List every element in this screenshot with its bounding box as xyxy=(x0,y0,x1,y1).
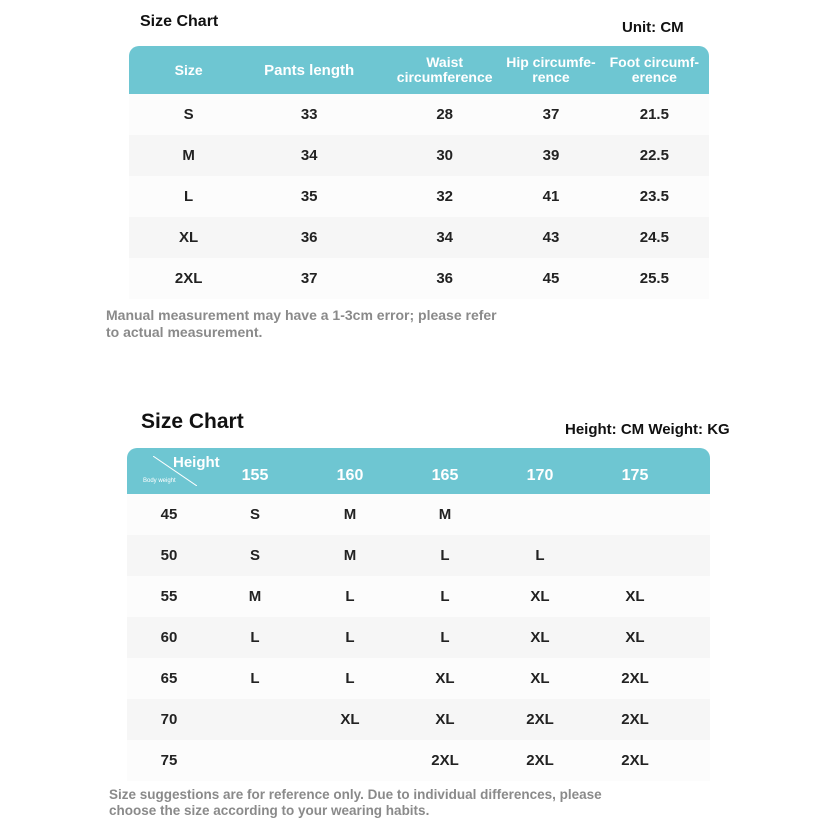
height-header-cell: 155 xyxy=(241,467,269,484)
table-header-2 xyxy=(127,448,710,494)
size-cell xyxy=(510,494,570,535)
size-cell: L xyxy=(250,629,260,646)
header-line: erence xyxy=(631,69,677,85)
header-foot xyxy=(600,55,709,85)
note-line: to actual measurement. xyxy=(106,324,263,340)
header-line: Pants length xyxy=(264,61,355,79)
table-row xyxy=(129,176,709,217)
size-cell: 2XL xyxy=(526,711,554,728)
table-row xyxy=(127,740,710,781)
table-row xyxy=(127,617,710,658)
value-cell: 30 xyxy=(436,147,453,164)
size-cell: M xyxy=(182,147,195,164)
value-cell: 33 xyxy=(300,106,318,123)
size-cell: XL xyxy=(435,711,455,728)
size-cell: L xyxy=(184,188,194,205)
unit-label-2: Height: CM Weight: KG xyxy=(565,421,730,438)
value-cell: 24.5 xyxy=(639,229,669,246)
size-cell: XL xyxy=(625,588,645,605)
size-chart-table-1 xyxy=(129,46,709,299)
height-header-cell: 170 xyxy=(526,467,554,484)
weight-cell: 65 xyxy=(160,670,178,687)
size-cell: S xyxy=(183,106,194,123)
table-header-1 xyxy=(129,46,709,94)
size-cell: 2XL xyxy=(174,270,203,287)
note-line: Size suggestions are for reference only. Due to individual differences, please xyxy=(109,787,602,802)
header-line: Hip circumfe- xyxy=(506,54,596,70)
size-cell: 2XL xyxy=(621,670,649,687)
corner-weight-label: Body weight xyxy=(143,478,176,484)
value-cell: 25.5 xyxy=(639,270,669,287)
size-cell: XL xyxy=(179,229,199,246)
header-line: Size xyxy=(174,61,203,78)
corner-height-label: Height xyxy=(173,454,220,471)
size-cell: XL xyxy=(530,670,550,687)
table-body-2 xyxy=(127,494,710,781)
header-line: Foot circumf- xyxy=(609,54,700,70)
header-hip xyxy=(501,55,600,85)
height-header-cell: 175 xyxy=(621,467,649,484)
size-cell: L xyxy=(250,670,260,687)
weight-cell: 60 xyxy=(160,629,178,646)
size-cell: 2XL xyxy=(431,752,459,769)
header-line: circumference xyxy=(396,69,493,85)
value-cell: 34 xyxy=(436,229,453,246)
size-cell: M xyxy=(248,588,262,605)
size-cell: XL xyxy=(340,711,360,728)
size-cell xyxy=(605,535,665,576)
value-cell: 22.5 xyxy=(639,147,669,164)
note-line: choose the size according to your wearing habits. xyxy=(109,803,430,818)
size-cell: M xyxy=(343,547,357,564)
table-row xyxy=(129,258,709,299)
value-cell: 21.5 xyxy=(639,106,669,123)
value-cell: 36 xyxy=(436,270,453,287)
size-cell: L xyxy=(345,588,355,605)
table-row xyxy=(127,658,710,699)
size-chart-title-2: Size Chart xyxy=(141,410,244,433)
size-cell: M xyxy=(438,506,452,523)
table-body-1 xyxy=(129,94,709,299)
size-cell: 2XL xyxy=(621,711,649,728)
table-row xyxy=(129,217,709,258)
size-chart-title-1: Size Chart xyxy=(140,13,219,30)
header-line: Waist xyxy=(426,54,464,70)
height-header-cell: 165 xyxy=(431,467,459,484)
size-cell: XL xyxy=(530,588,550,605)
value-cell: 41 xyxy=(542,188,560,205)
weight-cell: 45 xyxy=(160,506,178,523)
measurement-note xyxy=(106,307,497,341)
table-row xyxy=(129,94,709,135)
size-cell: XL xyxy=(625,629,645,646)
weight-cell: 55 xyxy=(160,588,178,605)
unit-label-1: Unit: CM xyxy=(622,19,684,36)
size-cell: L xyxy=(440,588,450,605)
size-cell: S xyxy=(249,547,260,564)
size-cell: L xyxy=(440,547,450,564)
size-cell: 2XL xyxy=(621,752,649,769)
height-header-cell: 160 xyxy=(336,467,364,484)
value-cell: 23.5 xyxy=(639,188,669,205)
value-cell: 32 xyxy=(436,188,453,205)
value-cell: 36 xyxy=(300,229,318,246)
value-cell: 39 xyxy=(542,147,560,164)
value-cell: 34 xyxy=(300,147,318,164)
size-recommendation-table xyxy=(127,448,710,781)
size-cell xyxy=(225,740,285,781)
table-row xyxy=(129,135,709,176)
size-cell: XL xyxy=(435,670,455,687)
size-cell xyxy=(225,699,285,740)
size-cell: L xyxy=(345,670,355,687)
reference-note xyxy=(109,787,602,819)
header-waist xyxy=(380,55,509,85)
size-cell: M xyxy=(343,506,357,523)
value-cell: 28 xyxy=(436,106,453,123)
size-cell: S xyxy=(249,506,260,523)
size-cell: 2XL xyxy=(526,752,554,769)
size-cell xyxy=(320,740,380,781)
weight-cell: 50 xyxy=(160,547,178,564)
value-cell: 37 xyxy=(300,270,318,287)
value-cell: 45 xyxy=(542,270,560,287)
size-cell: L xyxy=(535,547,545,564)
value-cell: 43 xyxy=(542,229,560,246)
header-line: rence xyxy=(532,69,570,85)
size-cell xyxy=(605,494,665,535)
size-cell: L xyxy=(345,629,355,646)
value-cell: 37 xyxy=(542,106,560,123)
note-line: Manual measurement may have a 1-3cm error; please refer xyxy=(106,307,497,323)
table-row xyxy=(127,699,710,740)
value-cell: 35 xyxy=(300,188,318,205)
weight-cell: 70 xyxy=(160,711,178,728)
table-row xyxy=(127,576,710,617)
size-cell: XL xyxy=(530,629,550,646)
size-cell: L xyxy=(440,629,450,646)
weight-cell: 75 xyxy=(160,752,178,769)
table-row xyxy=(127,535,710,576)
table-row xyxy=(127,494,710,535)
